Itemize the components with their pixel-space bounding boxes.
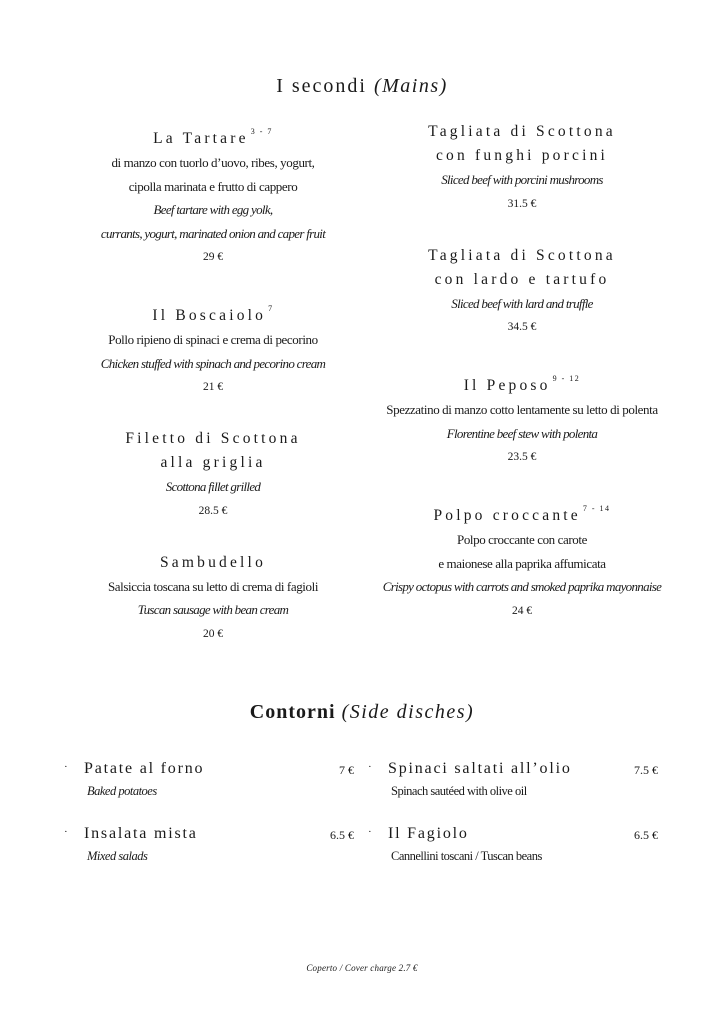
dish-name-text: alla griglia [160, 454, 266, 471]
dish-price: 28.5 € [198, 504, 228, 517]
sides-title [0, 701, 724, 724]
dish-description: e maionese alla paprika affumicata [438, 555, 606, 571]
mains-title-en: (Mains) [373, 75, 448, 97]
dish-price: 23.5 € [507, 451, 537, 463]
menu-item [72, 120, 354, 269]
side-price: 7 € [339, 763, 354, 777]
side-name: Insalata mista [84, 825, 198, 842]
dish-price: 24 € [511, 604, 533, 617]
side-item [64, 760, 354, 810]
bullet-icon: · [368, 761, 372, 773]
dish-name-text: con lardo e tartufo [434, 270, 610, 288]
side-description: Mixed salads [87, 849, 148, 863]
dish-name-text: Filetto di Scottona [125, 430, 301, 447]
sides-title-it: Contorni [249, 701, 336, 723]
side-price: 6.5 € [330, 828, 354, 842]
menu-item [354, 120, 690, 216]
sides-title-en: (Side disches) [341, 701, 475, 723]
dish-name-text: Polpo croccante [433, 507, 581, 524]
dish-name-text: Il Peposo [463, 377, 551, 394]
allergen-codes: 7 - 14 [582, 504, 611, 513]
dish-description-en: Sliced beef with lard and truffle [451, 295, 593, 311]
mains-title [0, 75, 724, 98]
menu-item [354, 244, 690, 340]
dish-name-text: Il Boscaiolo [152, 307, 267, 324]
side-item [368, 825, 658, 875]
dish-name [354, 497, 690, 528]
dish-name [72, 120, 354, 151]
dish-name [354, 144, 690, 168]
dish-name-text: Sambudello [159, 553, 267, 571]
side-name: Patate al forno [84, 760, 205, 777]
bullet-icon: · [64, 761, 68, 773]
mains-right-column [354, 120, 690, 623]
dish-name-text: Tagliata di Scottona [428, 246, 616, 264]
allergen-codes: 9 - 12 [552, 374, 581, 383]
dish-description: Pollo ripieno di spinaci e crema di pecorino [108, 332, 318, 347]
dish-name-text: La Tartare [153, 130, 249, 147]
menu-item [354, 367, 690, 469]
side-name: Il Fagiolo [388, 825, 469, 842]
menu-item [72, 551, 354, 646]
dish-description-en: Scottona fillet grilled [165, 479, 261, 494]
side-description: Spinach sautéed with olive oil [391, 784, 527, 798]
bullet-icon: · [64, 826, 68, 838]
dish-description-en: Chicken stuffed with spinach and pecorino cream [100, 355, 326, 371]
side-price: 6.5 € [634, 828, 658, 842]
dish-name-text: con funghi porcini [435, 147, 609, 164]
mains-title-it: I secondi [276, 75, 367, 97]
dish-price: 31.5 € [507, 197, 537, 210]
dish-price: 34.5 € [507, 321, 537, 333]
dish-description-en: Beef tartare with egg yolk, [153, 202, 273, 217]
dish-price: 21 € [202, 381, 224, 393]
dish-description: Salsiccia toscana su letto di crema di fagioli [107, 578, 319, 594]
dish-description-en: Florentine beef stew with polenta [446, 425, 598, 441]
bullet-icon: · [368, 826, 372, 838]
dish-name [72, 427, 354, 451]
dish-description-en: currants, yogurt, marinated onion and caper fruit [100, 225, 326, 241]
side-price: 7.5 € [634, 763, 658, 777]
dish-name [354, 268, 690, 292]
side-item [64, 825, 354, 875]
dish-description-en: Crispy octopus with carrots and smoked paprika mayonnaise [382, 579, 662, 594]
dish-description: cipolla marinata e frutto di cappero [128, 178, 298, 194]
dish-price: 20 € [202, 627, 224, 640]
dish-description: Polpo croccante con carote [456, 532, 587, 547]
dish-name [72, 297, 354, 328]
side-description: Baked potatoes [87, 784, 157, 798]
dish-description-en: Sliced beef with porcini mushrooms [441, 172, 603, 187]
dish-name-text: Tagliata di Scottona [428, 123, 616, 140]
dish-name [354, 244, 690, 268]
side-name: Spinaci saltati all’olio [388, 760, 572, 777]
allergen-codes: 7 [268, 304, 274, 313]
menu-item [72, 297, 354, 399]
dish-description: di manzo con tuorlo d’uovo, ribes, yogurt, [111, 155, 315, 170]
menu-item [72, 427, 354, 523]
mains-left-column [72, 120, 354, 646]
menu-item [354, 497, 690, 623]
dish-price: 29 € [202, 251, 224, 263]
dish-description-en: Tuscan sausage with bean cream [137, 602, 289, 617]
side-description: Cannellini toscani / Tuscan beans [391, 849, 542, 863]
cover-charge-note: Coperto / Cover charge 2.7 € [306, 963, 418, 973]
allergen-codes: 3 - 7 [250, 127, 273, 136]
dish-name [354, 367, 690, 398]
dish-name [354, 120, 690, 144]
dish-name [72, 551, 354, 575]
side-item [368, 760, 658, 810]
dish-description: Spezzatino di manzo cotto lentamente su letto di polenta [386, 402, 658, 417]
dish-name [72, 451, 354, 475]
